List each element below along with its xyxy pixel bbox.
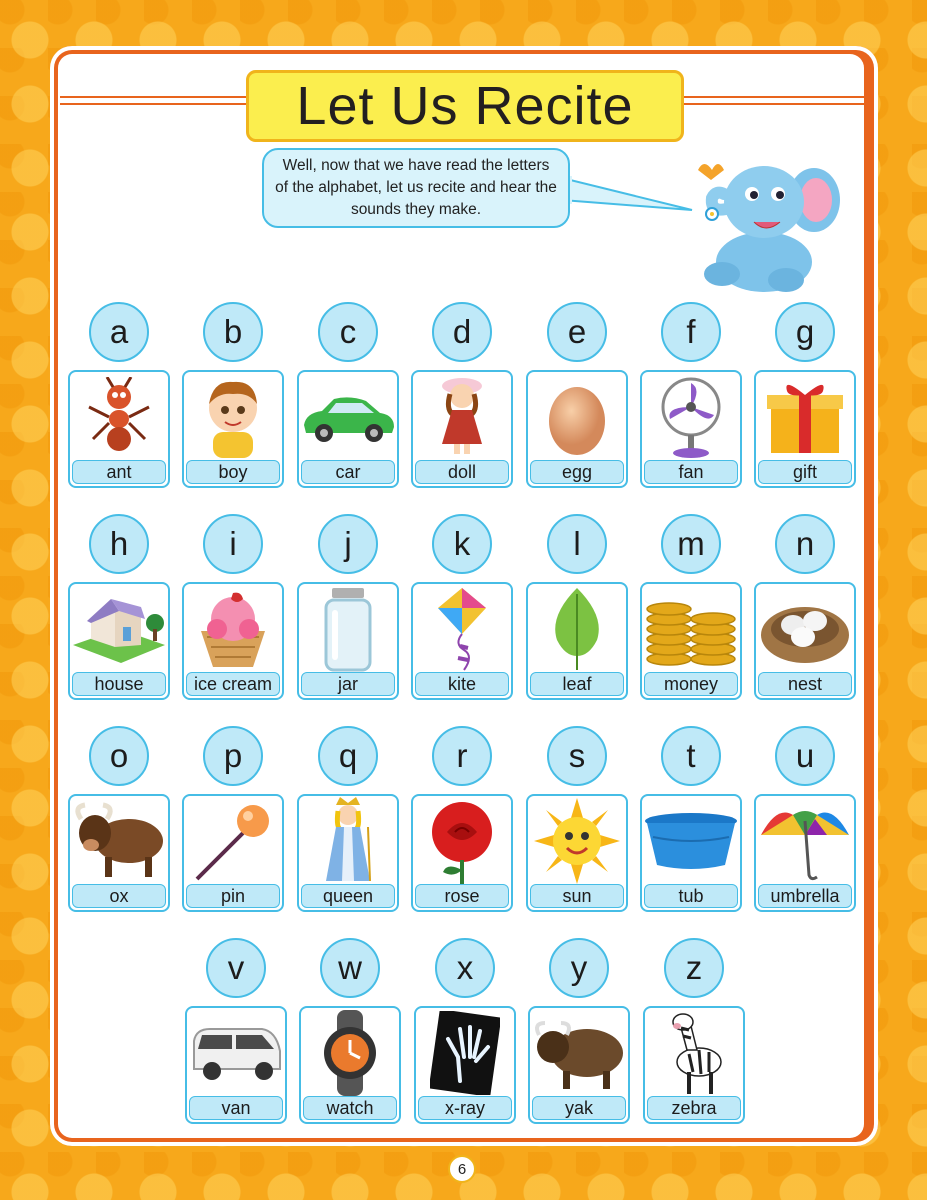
pin-icon xyxy=(184,796,282,886)
letter-j: j xyxy=(318,514,378,574)
ox-icon xyxy=(70,796,168,886)
word-label: sun xyxy=(530,884,624,908)
picture-card-ox xyxy=(68,794,170,912)
umbrella-icon xyxy=(756,796,854,886)
picture-card-kite xyxy=(411,582,513,700)
title-rule-left-2 xyxy=(60,103,246,105)
sun-icon xyxy=(528,796,626,886)
picture-card-umbrella xyxy=(754,794,856,912)
x-ray-icon xyxy=(416,1008,514,1098)
car-icon xyxy=(299,372,397,462)
word-label: house xyxy=(72,672,166,696)
letter-n: n xyxy=(775,514,835,574)
word-label: doll xyxy=(415,460,509,484)
speech-text: Well, now that we have read the letters of the alphabet, let us recite and hear the sounds they make. xyxy=(275,157,557,218)
picture-card-yak xyxy=(528,1006,630,1124)
word-label: car xyxy=(301,460,395,484)
word-label: ox xyxy=(72,884,166,908)
picture-card-sun xyxy=(526,794,628,912)
word-label: umbrella xyxy=(758,884,852,908)
letter-b: b xyxy=(203,302,263,362)
doll-icon xyxy=(413,372,511,462)
rose-icon xyxy=(413,796,511,886)
ice-cream-icon xyxy=(184,584,282,674)
word-label: leaf xyxy=(530,672,624,696)
tub-icon xyxy=(642,796,740,886)
page-number: 6 xyxy=(448,1155,476,1183)
picture-card-jar xyxy=(297,582,399,700)
letter-p: p xyxy=(203,726,263,786)
jar-icon xyxy=(299,584,397,674)
letter-m: m xyxy=(661,514,721,574)
letter-h: h xyxy=(89,514,149,574)
letter-g: g xyxy=(775,302,835,362)
picture-card-tub xyxy=(640,794,742,912)
kite-icon xyxy=(413,584,511,674)
letter-y: y xyxy=(549,938,609,998)
picture-card-ant xyxy=(68,370,170,488)
letter-l: l xyxy=(547,514,607,574)
word-label: jar xyxy=(301,672,395,696)
picture-card-nest xyxy=(754,582,856,700)
word-label: fan xyxy=(644,460,738,484)
letter-w: w xyxy=(320,938,380,998)
picture-card-ice-cream xyxy=(182,582,284,700)
picture-card-doll xyxy=(411,370,513,488)
letter-k: k xyxy=(432,514,492,574)
yak-icon xyxy=(530,1008,628,1098)
page-title: Let Us Recite xyxy=(246,70,684,142)
picture-card-queen xyxy=(297,794,399,912)
letter-q: q xyxy=(318,726,378,786)
queen-icon xyxy=(299,796,397,886)
speech-bubble-tail xyxy=(562,170,702,220)
word-label: ice cream xyxy=(186,672,280,696)
egg-icon xyxy=(528,372,626,462)
picture-card-fan xyxy=(640,370,742,488)
word-label: kite xyxy=(415,672,509,696)
word-label: egg xyxy=(530,460,624,484)
word-label: rose xyxy=(415,884,509,908)
word-label: x-ray xyxy=(418,1096,512,1120)
word-label: gift xyxy=(758,460,852,484)
ant-icon xyxy=(70,372,168,462)
letter-o: o xyxy=(89,726,149,786)
word-label: yak xyxy=(532,1096,626,1120)
letter-c: c xyxy=(318,302,378,362)
picture-card-gift xyxy=(754,370,856,488)
word-label: money xyxy=(644,672,738,696)
letter-a: a xyxy=(89,302,149,362)
word-label: van xyxy=(189,1096,283,1120)
picture-card-egg xyxy=(526,370,628,488)
letter-u: u xyxy=(775,726,835,786)
title-rule-left xyxy=(60,96,246,98)
van-icon xyxy=(187,1008,285,1098)
zebra-icon xyxy=(645,1008,743,1098)
title-rule-right xyxy=(680,96,864,98)
picture-card-car xyxy=(297,370,399,488)
picture-card-van xyxy=(185,1006,287,1124)
letter-f: f xyxy=(661,302,721,362)
leaf-icon xyxy=(528,584,626,674)
word-label: boy xyxy=(186,460,280,484)
letter-e: e xyxy=(547,302,607,362)
watch-icon xyxy=(301,1008,399,1098)
word-label: queen xyxy=(301,884,395,908)
elephant-icon xyxy=(686,150,842,298)
picture-card-pin xyxy=(182,794,284,912)
picture-card-rose xyxy=(411,794,513,912)
nest-icon xyxy=(756,584,854,674)
letter-z: z xyxy=(664,938,724,998)
letter-i: i xyxy=(203,514,263,574)
word-label: ant xyxy=(72,460,166,484)
word-label: pin xyxy=(186,884,280,908)
letter-t: t xyxy=(661,726,721,786)
word-label: watch xyxy=(303,1096,397,1120)
letter-d: d xyxy=(432,302,492,362)
picture-card-house xyxy=(68,582,170,700)
word-label: zebra xyxy=(647,1096,741,1120)
picture-card-money xyxy=(640,582,742,700)
picture-card-watch xyxy=(299,1006,401,1124)
letter-r: r xyxy=(432,726,492,786)
house-icon xyxy=(70,584,168,674)
speech-bubble xyxy=(262,148,570,228)
word-label: tub xyxy=(644,884,738,908)
picture-card-x-ray xyxy=(414,1006,516,1124)
picture-card-zebra xyxy=(643,1006,745,1124)
money-icon xyxy=(642,584,740,674)
letter-s: s xyxy=(547,726,607,786)
boy-icon xyxy=(184,372,282,462)
picture-card-leaf xyxy=(526,582,628,700)
letter-v: v xyxy=(206,938,266,998)
picture-card-boy xyxy=(182,370,284,488)
title-rule-right-2 xyxy=(680,103,864,105)
gift-icon xyxy=(756,372,854,462)
fan-icon xyxy=(642,372,740,462)
letter-x: x xyxy=(435,938,495,998)
word-label: nest xyxy=(758,672,852,696)
